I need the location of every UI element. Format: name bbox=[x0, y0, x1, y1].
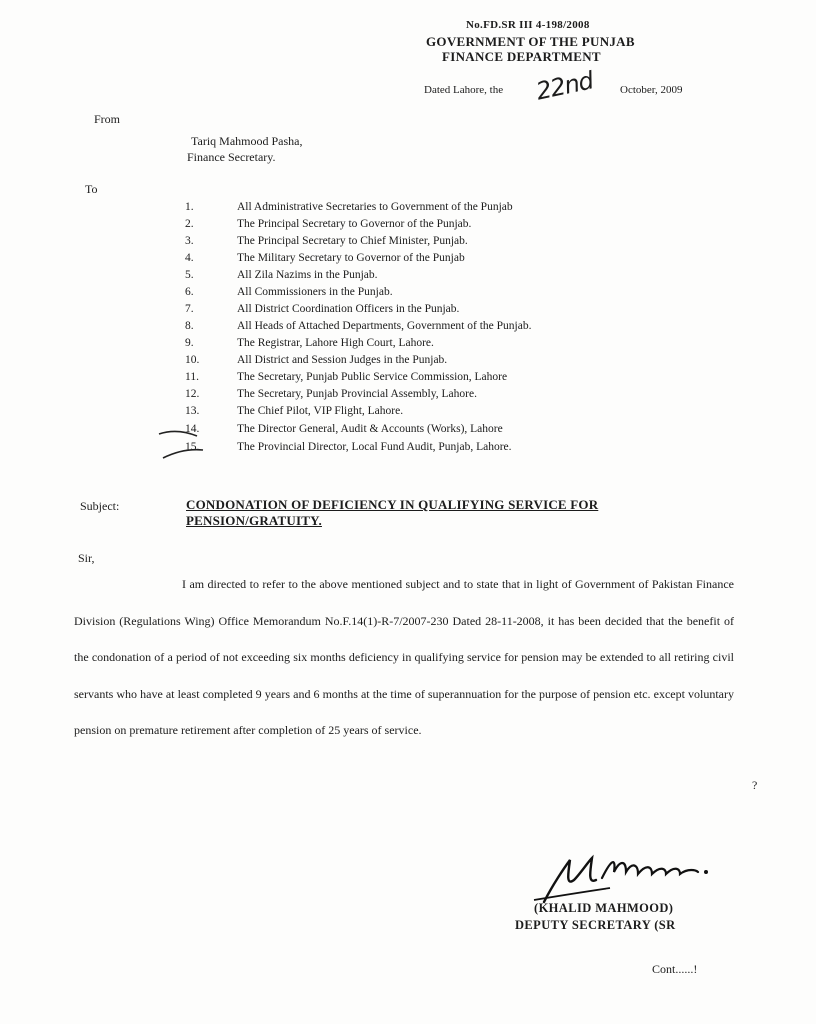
salutation: Sir, bbox=[78, 551, 95, 565]
letter-body: I am directed to refer to the above mentioned subject and to state that in light of Government of Pakistan Finance Division (Regulations Wing) Office Memorandum No.F.14(1)-R-7/2007-230 Dated 28-11-2008, it has been decided that the benefit of the condonation of a period of not exceeding six months deficiency in qualifying service for pension may be extended to all retiring civil servants who have at least completed 9 years and 6 months at the time of superannuation for the purpose of pension etc. except voluntary pension on premature retirement after completion of 25 years of service. bbox=[74, 577, 734, 737]
department-name: FINANCE DEPARTMENT bbox=[442, 49, 601, 64]
date-month-year: October, 2009 bbox=[620, 84, 683, 96]
from-label: From bbox=[94, 112, 121, 126]
reference-number: No.FD.SR III 4-198/2008 bbox=[466, 19, 590, 31]
sender-name: Tariq Mahmood Pasha, bbox=[191, 134, 303, 148]
signatory-title: DEPUTY SECRETARY (SR bbox=[515, 918, 676, 932]
continued-marker: Cont......! bbox=[652, 962, 698, 976]
sender-title: Finance Secretary. bbox=[187, 150, 276, 164]
date-prefix: Dated Lahore, the bbox=[424, 84, 504, 96]
government-name: GOVERNMENT OF THE PUNJAB bbox=[426, 34, 635, 49]
document-page: No.FD.SR III 4-198/2008 GOVERNMENT OF THE PUNJAB FINANCE DEPARTMENT Dated Lahore, the 22nd October, 2009 From Tariq Mahmood Pasha, Finance Secretary. To 1. All Administrative Secretaries to Government of the Punjab 2. The Principal Secretary to Governor of the Punjab. 3. The Principal Secretary to Chief Minister, Punjab. 4. The Military Secretary to Governor of the Punjab 5. All Zila Nazims in the Punjab. 6. All Commissioners in the Punjab. 7. All District Coordination Officers in the Punjab. 8. All Heads of Attached Departments, Government of the Punjab. 9. The Registrar, Lahore High Court, Lahore. 10. All District and Session Judges in the Punjab. 11. The Secretary, Punjab Public Service Commission, Lahore 12. The Secretary, Punjab Provincial Assembly, Lahore. 13. The Chief Pilot, VIP Flight, Lahore. 14. The Director General, Audit & Accounts (Works), Lahore 15. The Provincial Director, Local Fund Audit, Punjab, Lahore. Subject: CONDONATION OF DEFICIENCY IN QUALIFYING SERVICE FOR PENSION/GRATUITY. Sir, I am directed to refer to the above mentioned subject and to state that in light of Government of Pakistan Finance Division (Regulations Wing) Office Memorandum No.F.14(1)-R-7/2007-230 Dated 28-11-2008, it has been decided that the benefit of the condonation of a period of not exceeding six months deficiency in qualifying service for pension may be extended to all retiring civil servants who have at least completed 9 years and 6 months at the time of superannuation for the purpose of pension etc. except voluntary pension on premature retirement after completion of 25 years of service. ? (KHALID MAHMOOD) DEPUTY SECRETARY (SR Cont......! bbox=[0, 0, 816, 1024]
subject-label: Subject: bbox=[80, 499, 120, 513]
signatory-name: (KHALID MAHMOOD) bbox=[534, 901, 674, 915]
subject-heading: CONDONATION OF DEFICIENCY IN QUALIFYING SERVICE FOR PENSION/GRATUITY. bbox=[186, 497, 599, 528]
margin-mark: ? bbox=[752, 778, 758, 792]
to-label: To bbox=[85, 182, 98, 196]
handwritten-day: 22nd bbox=[533, 66, 596, 106]
